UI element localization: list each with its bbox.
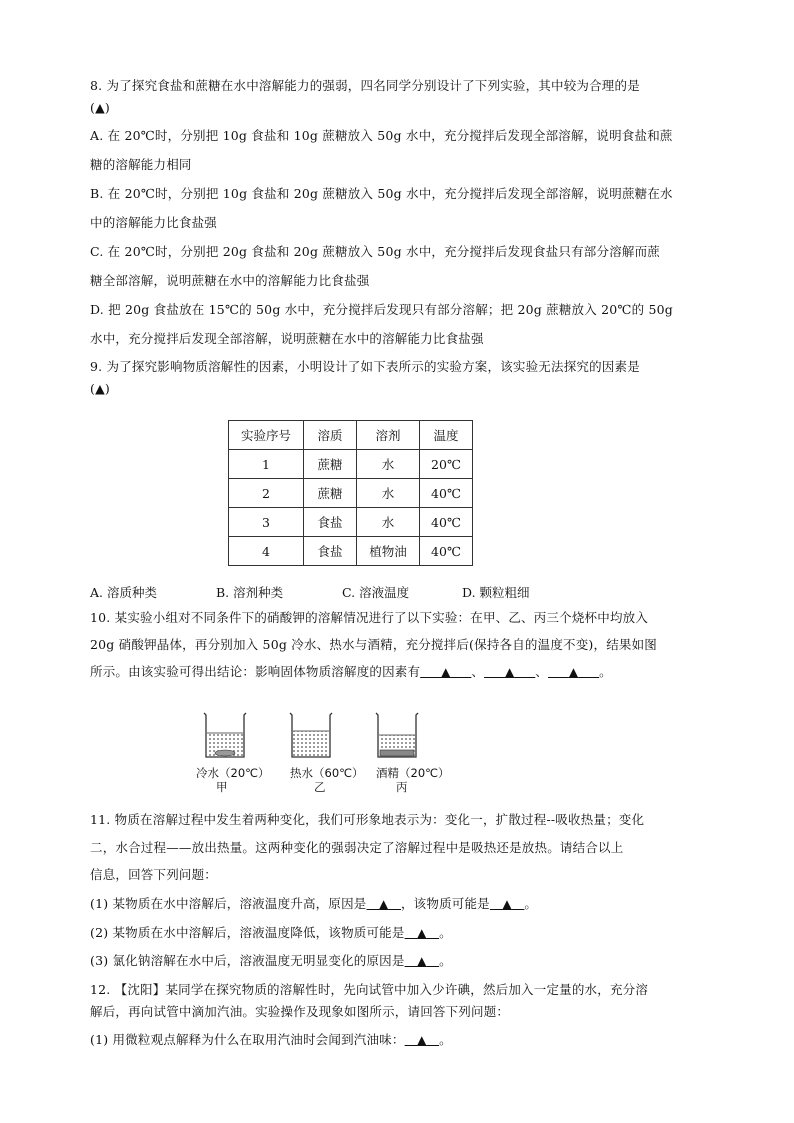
q11-sub3 [90,953,452,969]
q8-option-d-line2: 水中，充分搅拌后发现全部溶解，说明蔗糖在水中的溶解能力比食盐强 [90,331,484,346]
q9-option-c: C. 溶液温度 [342,585,410,600]
beakers-illustration [196,705,456,765]
q8-stem-line2: (▲) [90,100,110,115]
answer-blank[interactable] [405,925,440,941]
triangle-marker: ▲ [379,897,389,911]
q8-option-a-line2: 糖的溶解能力相同 [90,157,192,172]
table-header-cell: 温度 [420,421,473,450]
beakers-figure [196,705,450,795]
period: 。 [524,896,538,911]
table-cell: 食盐 [304,537,357,566]
q11-line1: 11. 物质在溶解过程中发生着两种变化，我们可形象地表示为：变化一，扩散过程--吸收热量；变化 [90,812,645,827]
q11-sub1 [90,896,537,912]
beaker-3-label: 酒精（20℃） [376,766,450,780]
triangle-marker: ▲ [441,665,451,679]
q11-line2: 二，水合过程——放出热量。这两种变化的强弱决定了溶解过程中是吸热还是放热。请结合以上 [90,840,624,855]
triangle-marker: ▲ [417,926,427,940]
q11-sub2-text: (2) 某物质在水中溶解后，溶液温度降低，该物质可能是 [90,925,405,940]
table-cell: 20℃ [420,450,473,479]
q8-option-b-line2: 中的溶解能力比食盐强 [90,215,218,230]
period: 。 [439,953,452,968]
period: 。 [439,925,452,940]
q9-option-b: B. 溶剂种类 [216,585,284,600]
table-cell: 食盐 [304,508,357,537]
q11-sub1-text-b: ，该物质可能是 [400,896,490,911]
separator: 、 [471,664,485,679]
table-header-cell: 实验序号 [229,421,304,450]
table-row [229,450,473,479]
table-header-cell: 溶质 [304,421,357,450]
beaker-hot-water [290,713,332,757]
q11-line3: 信息，回答下列问题： [90,867,218,882]
q12-line2: 解后，再向试管中滴加汽油。实验操作及现象如图所示，请回答下列问题： [90,1004,510,1019]
table-cell: 40℃ [420,537,473,566]
table-cell: 水 [357,508,420,537]
q8-option-c-line1: C. 在 20℃时，分别把 20g 食盐和 20g 蔗糖放入 50g 水中，充分搅拌后发现食盐只有部分溶解而蔗 [90,244,660,259]
experiment-table [228,420,473,566]
table-cell: 水 [357,450,420,479]
table-cell: 蔗糖 [304,450,357,479]
beaker-2-label: 热水（60℃） [290,766,364,780]
table-cell: 3 [229,508,304,537]
table-cell: 40℃ [420,479,473,508]
q10-line2: 20g 硝酸钾晶体，再分别加入 50g 冷水、热水与酒精，充分搅拌后(保持各自的温度不变)，结果如图 [90,637,657,652]
q10-line1: 10. 某实验小组对不同条件下的硝酸钾的溶解情况进行了以下实验：在甲、乙、丙三个烧杯中均放入 [90,610,649,625]
q8-option-c-line2: 糖全部溶解，说明蔗糖在水中的溶解能力比食盐强 [90,273,370,288]
table-row [229,508,473,537]
answer-blank[interactable] [484,664,535,680]
table-cell: 4 [229,537,304,566]
beaker-cold-water [204,713,246,757]
answer-blank[interactable] [548,664,599,680]
q11-sub2 [90,925,452,941]
q12-sub1-text: (1) 用微粒观点解释为什么在取用汽油时会闻到汽油味： [90,1032,405,1047]
q9-option-a: A. 溶质种类 [90,585,157,600]
separator: 、 [535,664,548,679]
answer-blank[interactable] [420,664,471,680]
period: 。 [599,664,612,679]
q8-option-b-line1: B. 在 20℃时，分别把 10g 食盐和 20g 蔗糖放入 50g 水中，充分搅拌后发现全部溶解，说明蔗糖在水 [90,186,673,201]
table-row [229,479,473,508]
table-cell: 2 [229,479,304,508]
triangle-marker: ▲ [417,954,427,968]
q8-option-d-line1: D. 把 20g 食盐放在 15℃的 50g 水中，充分搅拌后发现只有部分溶解；把 20g 蔗糖放入 20℃的 50g [90,302,673,317]
beaker-alcohol [376,713,418,757]
beaker-1-label: 冷水（20℃） [196,766,270,780]
q11-sub3-text: (3) 氯化钠溶解在水中后，溶液温度无明显变化的原因是 [90,953,405,968]
triangle-marker: ▲ [504,665,515,679]
triangle-marker: ▲ [568,665,579,679]
q11-sub1-text-a: (1) 某物质在水中溶解后，溶液温度升高，原因是 [90,896,367,911]
period: 。 [439,1032,452,1047]
q9-stem-line1: 9. 为了探究影响物质溶解性的因素，小明设计了如下表所示的实验方案，该实验无法探究的因素是 [90,359,640,374]
answer-blank[interactable] [366,896,401,912]
q9-stem-line2: (▲) [90,381,110,396]
table-header-row [229,421,473,450]
q12-sub1 [90,1032,452,1048]
table-cell: 40℃ [420,508,473,537]
beaker-1-name: 甲 [216,780,228,794]
table-cell: 蔗糖 [304,479,357,508]
table-cell: 植物油 [357,537,420,566]
beaker-2-name: 乙 [314,780,326,794]
triangle-marker: ▲ [417,1033,427,1047]
answer-blank[interactable] [405,953,440,969]
answer-blank[interactable] [405,1032,440,1048]
answer-blank[interactable] [490,896,525,912]
q10-line3-text: 所示。由该实验可得出结论：影响固体物质溶解度的因素有 [90,664,421,679]
table-cell: 水 [357,479,420,508]
q12-line1: 12. 【沈阳】某同学在探究物质的溶解性时，先向试管中加入少许碘，然后加入一定量的水，充分溶 [90,982,649,997]
triangle-marker: ▲ [502,897,512,911]
q9-option-d: D. 颗粒粗细 [462,585,530,600]
q10-line3 [90,664,612,680]
q8-option-a-line1: A. 在 20℃时，分别把 10g 食盐和 10g 蔗糖放入 50g 水中，充分搅拌后发现全部溶解，说明食盐和蔗 [90,128,673,143]
table-cell: 1 [229,450,304,479]
table-header-cell: 溶剂 [357,421,420,450]
beaker-3-name: 丙 [396,780,408,794]
table-row [229,537,473,566]
q8-stem-line1: 8. 为了探究食盐和蔗糖在水中溶解能力的强弱，四名同学分别设计了下列实验，其中较为合理的是 [90,78,640,93]
